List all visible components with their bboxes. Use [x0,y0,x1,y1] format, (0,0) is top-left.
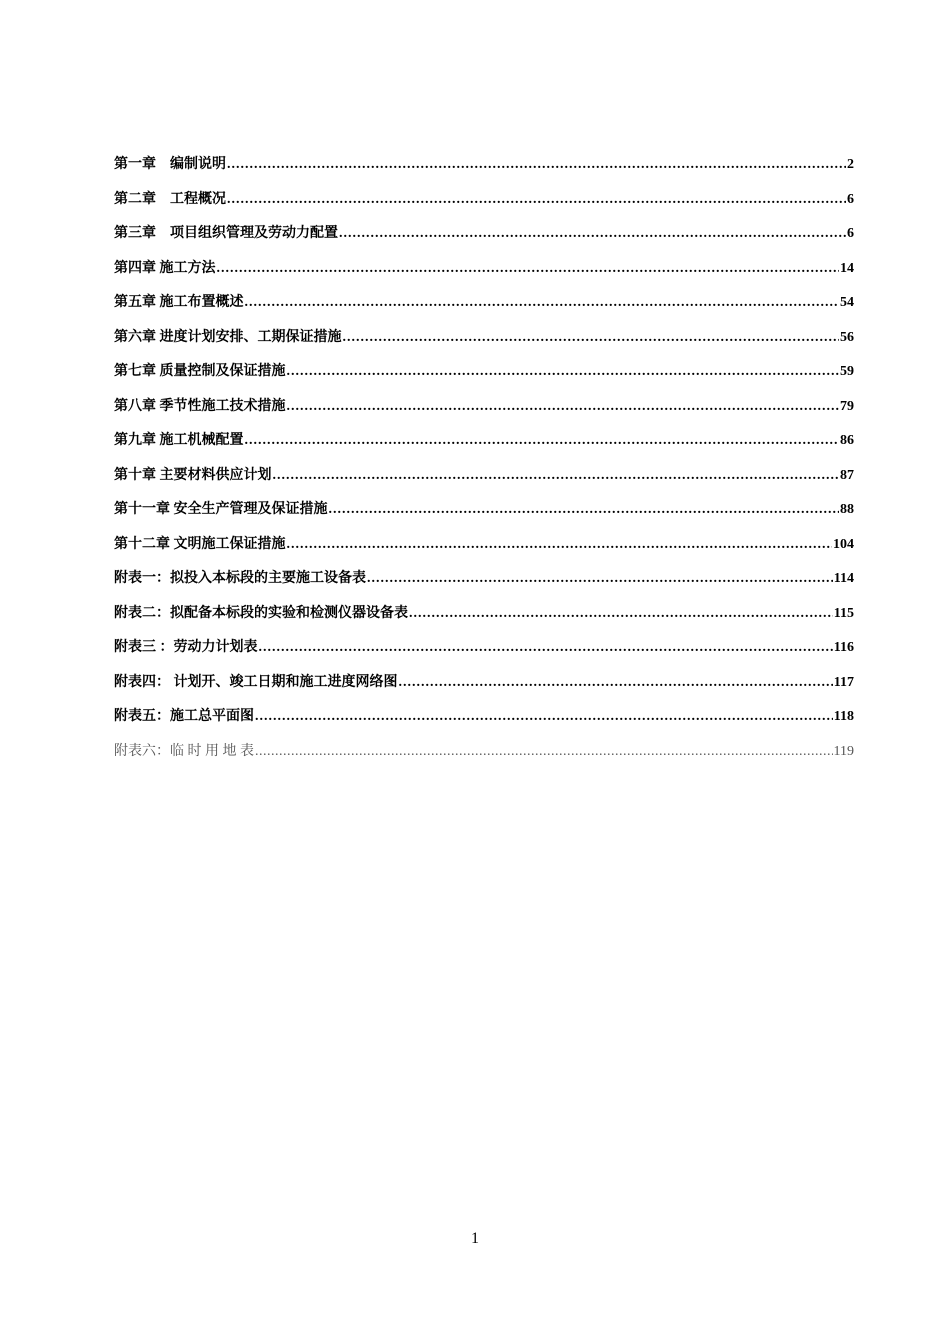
toc-entry-page: 88 [840,502,854,517]
toc-entry-chapter-8[interactable] [114,395,854,430]
toc-entry-title: 附表三 ：劳动力计划表 [114,640,258,655]
toc-dot-leader [255,744,833,760]
toc-entry-title: 第四章 施工方法 [114,260,216,276]
toc-entry-page: 117 [833,674,854,690]
toc-entry-chapter-7[interactable] [114,360,854,395]
toc-entry-title: 第三章 项目组织管理及劳动力配置 [114,226,338,241]
toc-dot-leader [259,640,833,656]
table-of-contents [114,153,854,774]
toc-dot-leader [287,537,833,553]
toc-dot-leader [343,330,840,346]
toc-entry-page: 6 [847,191,854,207]
toc-entry-page: 14 [840,260,854,276]
toc-entry-page: 104 [833,536,854,552]
toc-entry-title: 第一章 编制说明 [114,157,226,172]
toc-entry-appendix-2[interactable] [114,602,854,637]
toc-entry-page: 2 [847,157,854,172]
toc-entry-page: 119 [833,743,854,759]
toc-entry-chapter-2[interactable] [114,188,854,223]
toc-entry-page: 87 [840,467,854,483]
toc-entry-chapter-4[interactable] [114,257,854,292]
toc-dot-leader [245,295,840,311]
toc-entry-title: 第七章 质量控制及保证措施 [114,364,286,379]
toc-entry-title: 第十一章 安全生产管理及保证措施 [114,502,328,517]
toc-entry-chapter-11[interactable] [114,498,854,533]
toc-entry-title: 附表四： 计划开、竣工日期和施工进度网络图 [114,674,398,690]
toc-dot-leader [255,709,833,725]
toc-entry-appendix-6[interactable] [114,740,854,775]
toc-entry-title: 第十章 主要材料供应计划 [114,467,272,483]
toc-entry-title: 第六章 进度计划安排、工期保证措施 [114,329,342,345]
toc-entry-page: 114 [833,571,854,586]
toc-entry-page: 118 [833,709,854,724]
toc-entry-appendix-5[interactable] [114,705,854,740]
toc-entry-title: 第二章 工程概况 [114,191,226,207]
toc-dot-leader [287,364,840,380]
toc-entry-title: 第五章 施工布置概述 [114,295,244,310]
toc-entry-page: 6 [847,226,854,241]
toc-dot-leader [273,468,840,484]
toc-entry-chapter-5[interactable] [114,291,854,326]
toc-entry-title: 第八章 季节性施工技术措施 [114,398,286,414]
toc-entry-chapter-1[interactable] [114,153,854,188]
toc-dot-leader [217,261,840,277]
toc-dot-leader [245,433,840,449]
toc-dot-leader [329,502,840,518]
page-number: 1 [471,1230,479,1247]
toc-entry-title: 第十二章 文明施工保证措施 [114,536,286,552]
toc-entry-title: 附表五：施工总平面图 [114,709,254,724]
toc-dot-leader [287,399,840,415]
toc-dot-leader [409,606,833,622]
toc-entry-page: 115 [833,605,854,621]
toc-entry-appendix-1[interactable] [114,567,854,602]
toc-entry-chapter-10[interactable] [114,464,854,499]
toc-entry-chapter-12[interactable] [114,533,854,568]
toc-entry-appendix-4[interactable] [114,671,854,706]
toc-entry-page: 79 [840,398,854,414]
toc-entry-title: 附表一：拟投入本标段的主要施工设备表 [114,571,366,586]
toc-dot-leader [367,571,833,587]
toc-entry-chapter-3[interactable] [114,222,854,257]
toc-dot-leader [227,192,846,208]
toc-entry-page: 116 [833,640,854,655]
toc-entry-page: 59 [840,364,854,379]
toc-entry-title: 第九章 施工机械配置 [114,433,244,448]
toc-dot-leader [339,226,846,242]
toc-entry-chapter-9[interactable] [114,429,854,464]
toc-dot-leader [227,157,846,173]
toc-entry-page: 56 [840,329,854,345]
toc-dot-leader [399,675,833,691]
toc-entry-chapter-6[interactable] [114,326,854,361]
toc-entry-title: 附表二：拟配备本标段的实验和检测仪器设备表 [114,605,408,621]
toc-entry-appendix-3[interactable] [114,636,854,671]
toc-entry-page: 86 [840,433,854,448]
toc-entry-page: 54 [840,295,854,310]
toc-entry-title: 附表六：临 时 用 地 表 [114,743,254,759]
